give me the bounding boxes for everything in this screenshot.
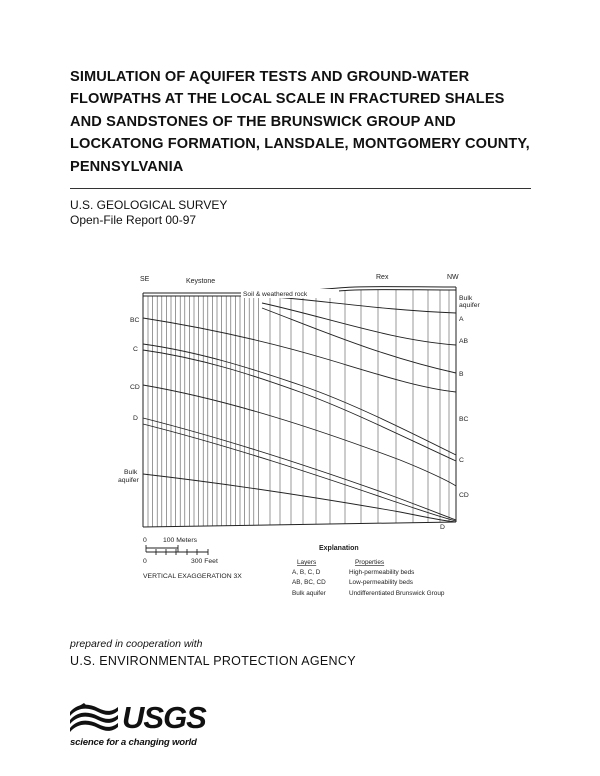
explanation-heading: Explanation bbox=[319, 545, 359, 552]
scale-0-feet: 0 bbox=[143, 558, 147, 565]
cooperating-agency: U.S. ENVIRONMENTAL PROTECTION AGENCY bbox=[70, 654, 356, 668]
layer-boundary-cd bbox=[143, 385, 456, 486]
left-label-cd: CD bbox=[130, 384, 140, 391]
layer-boundary-d-upper bbox=[143, 418, 456, 520]
right-label-aquifer: aquifer bbox=[459, 302, 480, 309]
label-rex: Rex bbox=[376, 274, 389, 281]
right-label-a: A bbox=[459, 316, 464, 323]
explanation-layers-3: Bulk aquifer bbox=[292, 590, 326, 597]
label-keystone: Keystone bbox=[186, 278, 216, 285]
layer-boundaries bbox=[143, 296, 456, 522]
right-label-b: B bbox=[459, 371, 464, 378]
vertical-exaggeration: VERTICAL EXAGGERATION 3X bbox=[143, 573, 242, 580]
right-label-bulk: Bulk bbox=[459, 295, 473, 302]
layer-boundary-c-lower bbox=[143, 350, 456, 461]
scale-0-meters: 0 bbox=[143, 537, 147, 544]
explanation-col-layers: Layers bbox=[297, 559, 317, 566]
label-se: SE bbox=[140, 276, 150, 283]
explanation-layers-1: A, B, C, D bbox=[292, 569, 321, 576]
left-label-bulk: Bulk bbox=[124, 469, 138, 476]
explanation-box bbox=[292, 545, 445, 597]
explanation-props-2: Low-permeability beds bbox=[349, 579, 413, 586]
bottom-label-d: D bbox=[440, 524, 445, 531]
model-grid-columns bbox=[148, 290, 449, 527]
right-label-ab: AB bbox=[459, 338, 469, 345]
usgs-logo-waves bbox=[70, 703, 118, 732]
left-label-d: D bbox=[133, 415, 138, 422]
report-title: SIMULATION OF AQUIFER TESTS AND GROUND-WATER FLOWPATHS AT THE LOCAL SCALE IN FRACTURED SHALES AND SANDSTONES OF THE BRUNSWICK GROUP AND LOCKATONG FORMATION, LANSDALE, MONTGOMERY COUNTY, PENNSYLVANIA bbox=[70, 69, 530, 175]
right-label-cd: CD bbox=[459, 492, 469, 499]
report-number: Open-File Report 00-97 bbox=[70, 213, 197, 227]
right-label-c: C bbox=[459, 457, 464, 464]
layer-boundary-bulk bbox=[143, 474, 456, 522]
left-label-aquifer: aquifer bbox=[118, 477, 139, 484]
left-label-bc: BC bbox=[130, 317, 140, 324]
label-soil: Soil & weathered rock bbox=[243, 291, 308, 298]
scale-100-meters: 100 Meters bbox=[163, 537, 198, 544]
scale-300-feet: 300 Feet bbox=[191, 558, 218, 565]
explanation-col-properties: Properties bbox=[355, 559, 385, 566]
prepared-in-cooperation: prepared in cooperation with bbox=[70, 638, 203, 650]
explanation-props-3: Undifferentiated Brunswick Group bbox=[349, 590, 445, 597]
explanation-layers-2: AB, BC, CD bbox=[292, 579, 326, 586]
usgs-logo-wordmark: USGS bbox=[122, 700, 206, 735]
left-label-c: C bbox=[133, 346, 138, 353]
scale-bar bbox=[146, 545, 208, 555]
explanation-props-1: High-permeability beds bbox=[349, 569, 415, 576]
layer-boundary-d-lower bbox=[143, 424, 456, 521]
model-bottom-line bbox=[143, 522, 456, 527]
label-nw: NW bbox=[447, 274, 459, 281]
usgs-logo-tagline: science for a changing world bbox=[70, 737, 197, 748]
layer-boundary-bc-left bbox=[143, 318, 456, 392]
agency-name: U.S. GEOLOGICAL SURVEY bbox=[70, 198, 228, 212]
right-label-bc: BC bbox=[459, 416, 469, 423]
